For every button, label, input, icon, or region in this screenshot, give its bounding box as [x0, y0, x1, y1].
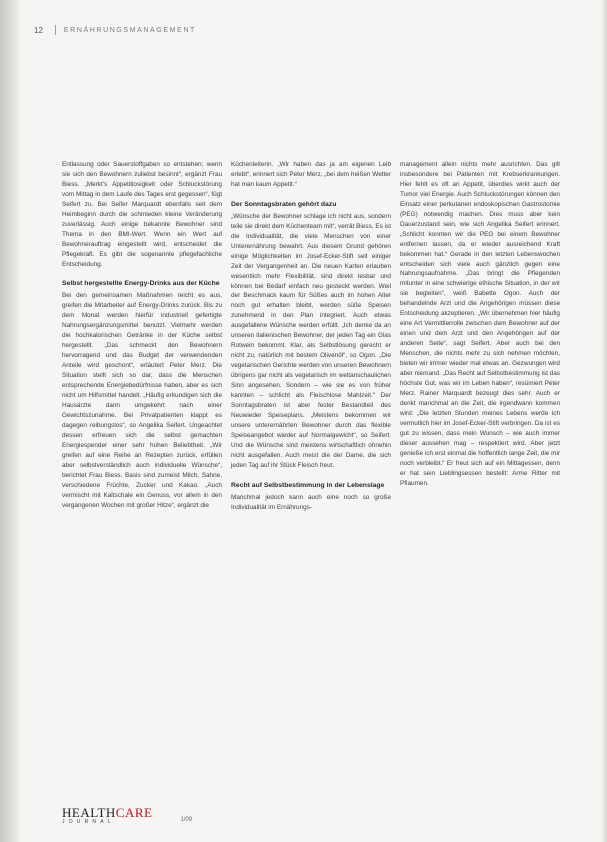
paragraph: Manchmal jedoch kann auch eine noch so große Individualität im Ernährungs-: [231, 493, 391, 511]
healthcare-journal-logo: [62, 806, 152, 825]
paragraph: management allein nichts mehr ausrichten. Das gilt insbesondere bei Patienten mit Krebserkrankungen. Hier fehlt es oft an Appetit, überdies wirkt auch der Tumor viel Energie. Auch Schluckstörungen können den Einsatz einer perkutanen endoskopischen Gastrostomie (PEG) notwendig machen. Dies muss aber kein Dauerzustand sein, wie sich Angelika Seifert erinnert. „Schlicht konnten wir die PEG bei einem Bewohner entfernen lassen, da er wieder ausreichend Kraft bekommen hat.“ Gerade in den letzten Lebenswochen entscheiden sich viele auch gänzlich gegen eine Nahrungsaufnahme. „Das bringt die Pflegenden mitunter in eine schwierige ethische Situation, in der wir sie begleiten“, weiß Babette Ogon. Auch der behandelnde Arzt und die Angehörigen müssen diese Entscheidung akzeptieren. „Wir übernehmen hier häufig eine Art Vermittlerrolle zwischen dem Bewohner auf der einen und dem Arzt und den Angehörigen auf der anderen Seite“, sagt Seifert. Aber auch bei den Menschen, die nichts mehr zu sich nehmen möchten, bieten wir immer wieder mal etwas an. Gezwungen wird aber niemand. „Das Recht auf Selbstbestimmung ist das höchste Gut, was wir im Leben haben“, resümiert Peter Merz. Rainer Marquardt bezeugt dies sehr. Auch er denkt manchmal an die Zeit, die irgendwann kommen wird: „Die letzten Stunden meines Lebens werde ich vermutlich hier im Josef-Ecker-Stift verbringen. Da ist es gut zu wissen, dass mein Wunsch – wie auch immer dieser aussehen mag – respektiert wird. Aber jetzt genieße ich erst einmal die hoffentlich lange Zeit, die mir noch verbleibt.“ Er freut sich auf ein Mittagessen, denn er hat sein Lieblingsessen bestellt: Arme Ritter mit Pflaumen.: [400, 161, 560, 487]
paragraph: Entlassung oder Sauerstoffgaben so entstehen; wenn sie sich den Bewohnern zuliebst besinnt“, ergänzt Frau Biess. „Merkt’s Appetitlosigkeit oder Schluckstörung vom Mittag in dem Laufe des Tages erst gegessen“, fügt Seifert zu. Bei Seifer Marquardt ebenfalls seit dem Heimbeginn durch die schmieden kleine Veränderung zuverlässig. Auch einige bekannte Bewohner sind Thema in den BMI-Wert. Wenn ein Wert auf Bewohnerauftrag eingestellt wird, entscheidet die Pflegekraft. Es gibt die sogenannte pflegefachliche Entscheidung.: [62, 161, 222, 268]
paragraph: „Wünsche der Bewohner schlage ich nicht aus, sondern teile sie direkt dem Küchenteam mit“, verrät Biess. Es ist die Individualität, die viele Menschen von einer Unterernährung bewahrt. Aus diesem Grund gehören einige Möglichkeiten im Josef-Ecker-Stift seit einiger Zeit der Vergangenheit an. Die neuen Karten erlauben wesentlich mehr Flexibilität, sind direkt lesbar und können bei Bedarf einfach neu gesteckt werden. Weil der Beschmack kaum für Süßes auch im hohen Alter noch gut erhalten bleibt, werden süße Speisen zunehmend in den Plan integriert. Auch etwas ausgefallene Wünsche werden erfüllt. „Ich denke da an unseren italienischen Bewohner, der jeden Tag ein Glas Rotwein bekommt. Klar, als Selbstlösung gerecht er nicht zu, natürlich mit bestem Olivenöl“, so Ogon. „Die vegetarischen Gerichte werden von unseren Bewohnern übrigens gar nicht als vegetarisch im weltanschaulichen Sinn angesehen. Sondern – wie sie es von früher kannten – schlicht als Fleischlose Mahlzeit.“ Der Sonntagsbraten ist aber fester Bestandteil des Neuwieder Speiseplans. „Meistens bekommen wir unsere unterernährten Bewohner durch das flexible Speiseangebot wieder auf Normalgewicht“, so Seifert. Und die Wünsche sind meistens wirtschaftlich ohnehin nicht ausgefallen. Auch meist die der Dame, die sich jeden Tag auf ihr Stück Fleisch freut.: [231, 212, 391, 469]
header-divider: [55, 25, 56, 35]
page-footer: [62, 806, 192, 825]
paragraph: Küchenleiterin. „Wir haben das ja am eigenen Leib erlebt“, erinnert sich Peter Merz, „bei dem heißen Wetter hat man kaum Appetit.“: [231, 161, 391, 188]
text-column-1: [62, 160, 222, 523]
page-number: 12: [34, 25, 43, 35]
section-title: ERNÄHRUNGSMANAGEMENT: [63, 26, 196, 34]
logo-subtitle: JOURNAL: [62, 819, 115, 825]
subheading: Selbst hergestellte Energy-Drinks aus der Küche: [62, 280, 220, 288]
page-gutter-shadow: [0, 0, 22, 842]
logo-wordmark: [62, 806, 152, 819]
issue-number: 1/09: [180, 817, 193, 823]
logo-accent: CARE: [115, 805, 153, 820]
article-body: [62, 160, 560, 523]
logo-prefix: HEALTH: [62, 805, 116, 820]
text-column-3: [400, 160, 560, 523]
page-edge-shadow: [601, 0, 607, 842]
text-column-2: [231, 160, 391, 523]
paragraph: Bei den gemeinsamen Maßnahmen reicht es aus, greifen die Mitarbeiter auf Energy-Drinks zurück. Bis zu dem Monat werden hierfür industriell gefertigte Nahrungsergänzungsmittel benutzt. Vielmehr werden die hochkalorischen Getränke in der Küche selbst hergestellt. „Das schmeckt den Bewohnern hervorragend und das Budget der verwendenden Anteile wird geschont“, erläutert Peter Merz. Die Situation stellt sich so dar, dass die Menschen entsprechende Energiebedürfnisse haben, aber es sich nicht um Hilfsmittel handelt. „Häufig erkundigen sich die Hausärzte dann umgekehrt nach einer Gewichtszunahme. Bei Privatpatienten klappt es dagegen reibungslos“, so Angelika Seifert. Ungeachtet dessen erfreuen sich die selbst gemachten Energiespender einer sehr hohen Beliebtheit. „Wir greifen auf eine Reihe an Rezepten zurück, erfüllen aber selbstverständlich auch individuelle Wünsche“, berichtet Frau Biess. Basis sind zumeist Milch, Sahne, verschiedene Früchte, Zucker und Kakao. „Auch vermischt mit Kaltschale ein Genuss, vor allem in den vergangenen Wochen mit großer Hitze“, ergänzt die: [62, 292, 222, 509]
running-header: [34, 24, 196, 36]
subheading: Recht auf Selbstbestimmung in der Lebenslage: [231, 481, 385, 489]
subheading: Der Sonntagsbraten gehört dazu: [231, 200, 337, 208]
